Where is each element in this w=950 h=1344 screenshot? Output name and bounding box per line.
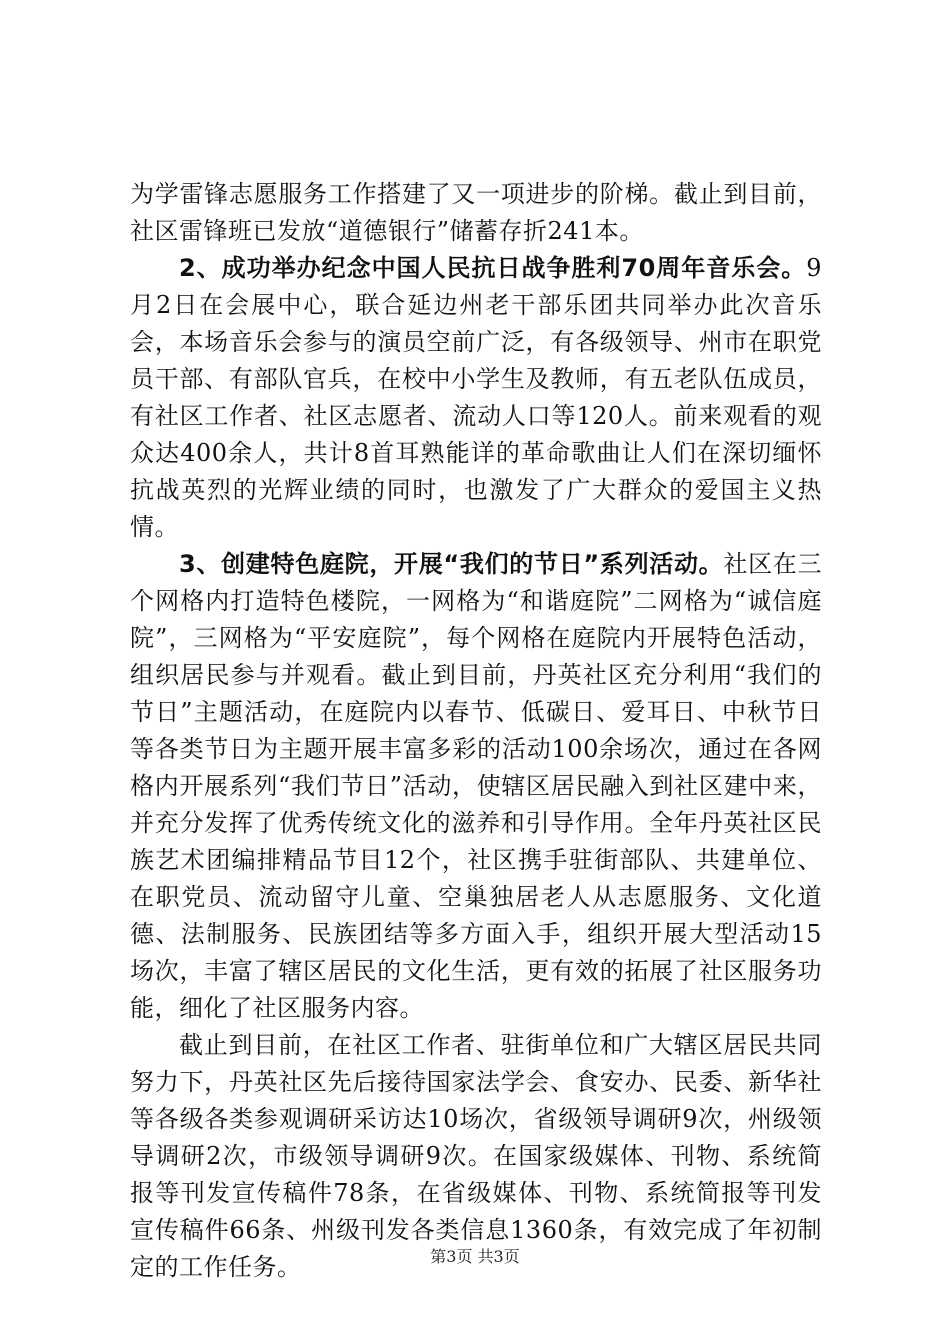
section-heading-concert: 2、成功举办纪念中国人民抗日战争胜利70周年音乐会。: [179, 254, 807, 282]
paragraph-text: 截止到目前，在社区工作者、驻街单位和广大辖区居民共同努力下，丹英社区先后接待国家法学会、食安办、民委、新华社等各级各类参观调研采访达10场次，省级领导调研9次，州级领导调研2次，市级领导调研9次。在国家级媒体、刊物、系统简报等刊发宣传稿件78条，在省级媒体、刊物、系统简报等刊发宣传稿件66条、州级刊发各类信息1360条，有效完成了年初制定的工作任务。: [130, 1031, 822, 1281]
paragraph-text: 9月2日在会展中心，联合延边州老干部乐团共同举办此次音乐会，本场音乐会参与的演员空前广泛，有各级领导、州市在职党员干部、有部队官兵，在校中小学生及教师，有五老队伍成员，有社区工作者、社区志愿者、流动人口等120人。前来观看的观众达400余人，共计8首耳熟能详的革命歌曲让人们在深切缅怀抗战英烈的光辉业绩的同时，也激发了广大群众的爱国主义热情。: [130, 254, 822, 541]
paragraph-concert: [130, 250, 822, 546]
page-footer: [0, 1244, 950, 1267]
document-body: [130, 176, 822, 1286]
section-heading-courtyard: 3、创建特色庭院，开展“我们的节日”系列活动。: [179, 550, 724, 578]
paragraph-text: 为学雷锋志愿服务工作搭建了又一项进步的阶梯。截止到目前，社区雷锋班已发放“道德银行”储蓄存折241本。: [130, 180, 822, 245]
paragraph-text: 社区在三个网格内打造特色楼院，一网格为“和谐庭院”二网格为“诚信庭院”，三网格为“平安庭院”，每个网格在庭院内开展特色活动，组织居民参与并观看。截止到目前，丹英社区充分利用“我们的节日”主题活动，在庭院内以春节、低碳日、爱耳日、中秋节日等各类节日为主题开展丰富多彩的活动100余场次，通过在各网格内开展系列“我们节日”活动，使辖区居民融入到社区建中来，并充分发挥了优秀传统文化的滋养和引导作用。全年丹英社区民族艺术团编排精品节目12个，社区携手驻街部队、共建单位、在职党员、流动留守儿童、空巢独居老人从志愿服务、文化道德、法制服务、民族团结等多方面入手，组织开展大型活动15场次，丰富了辖区居民的文化生活，更有效的拓展了社区服务功能，细化了社区服务内容。: [130, 550, 822, 1022]
paragraph-courtyard: [130, 546, 822, 1027]
page-number-label: 第3页 共3页: [430, 1247, 520, 1266]
paragraph-continuation: [130, 176, 822, 250]
